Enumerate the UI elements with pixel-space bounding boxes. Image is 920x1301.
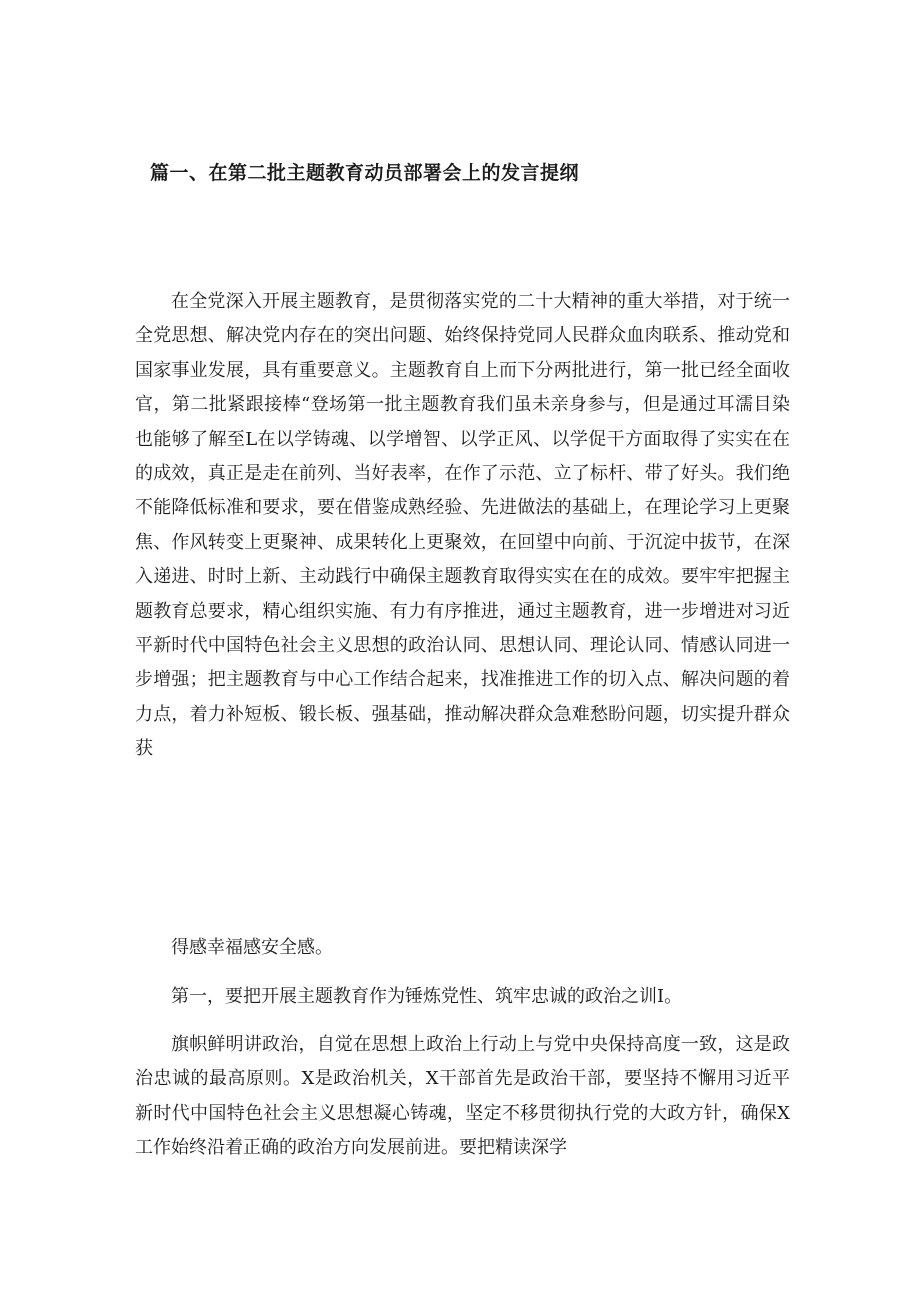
document-title: 篇一、在第二批主题教育动员部署会上的发言提纲	[150, 162, 580, 184]
paragraph-political-loyalty: 旗帜鲜明讲政治，自觉在思想上政治上行动上与党中央保持高度一致，这是政治忠诚的最高原则。X是政治机关，X干部首先是政治干部，要坚持不懈用习近平新时代中国特色社会主义思想凝心铸魂，坚定不移贯彻执行党的大政方针，确保X工作始终沿着正确的政治方向发展前进。要把精读深学	[135, 1034, 790, 1159]
paragraph-intro: 在全党深入开展主题教育，是贯彻落实党的二十大精神的重大举措，对于统一全党思想、解决党内存在的突出问题、始终保持党同人民群众血肉联系、推动党和国家事业发展，具有重要意义。主题教育自上而下分两批进行，第一批已经全面收官，第二批紧跟接棒“登场第一批主题教育我们虽未亲身参与，但是通过耳濡目染也能够了解至L在以学铸魂、以学增智、以学正风、以学促干方面取得了实实在在的成效，真正是走在前列、当好表率，在作了示范、立了标杆、带了好头。我们绝不能降低标准和要求，要在借鉴成熟经验、先进做法的基础上，在理论学习上更聚焦、作风转变上更聚神、成果转化上更聚效，在回望中向前、于沉淀中拔节，在深入递进、时时上新、主动践行中确保主题教育取得实实在在的成效。要牢牢把握主题教育总要求，精心组织实施、有力有序推进，通过主题教育，进一步增进对习近平新时代中国特色社会主义思想的政治认同、思想认同、理论认同、情感认同进一步增强；把主题教育与中心工作结合起来，找准推进工作的切入点、解决问题的着力点，着力补短板、锻长板、强基础，推动解决群众急难愁盼问题，切实提升群众获	[135, 291, 790, 760]
paragraph-continuation: 得感幸福感安全感。	[171, 937, 333, 958]
paragraph-heading-first: 第一，要把开展主题教育作为锤炼党性、筑牢忠诚的政治之训I。	[171, 986, 683, 1007]
